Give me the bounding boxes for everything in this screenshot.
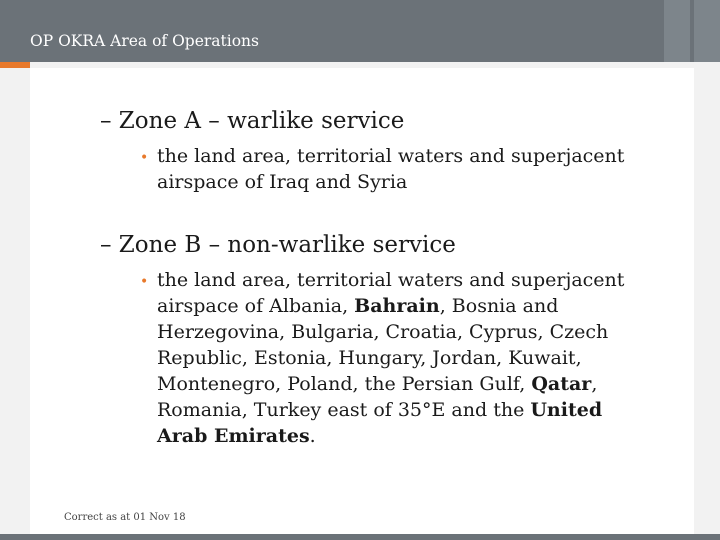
- header-bar: [0, 0, 720, 62]
- bold-text-segment: United Arab Emirates: [157, 399, 603, 447]
- zone-b-heading: – Zone B – non-warlike service: [100, 232, 456, 258]
- zone-b-description: [157, 267, 657, 449]
- slide-title: OP OKRA Area of Operations: [30, 32, 259, 50]
- header-tab-decoration: [694, 0, 720, 62]
- accent-bar: [0, 62, 30, 68]
- bullet-icon: •: [140, 150, 149, 166]
- text-segment: , Bosnia and Herzegovina, Bulgaria, Croatia, Cyprus, Czech Republic, Estonia, Hungary, Jordan, Kuwait, Montenegro, Poland, the Persian Gulf,: [157, 295, 609, 395]
- text-segment: .: [309, 425, 316, 447]
- footer-bar: [0, 534, 720, 540]
- text-segment: the land area, territorial waters and superjacent airspace of Iraq and Syria: [157, 145, 625, 193]
- zone-a-heading: – Zone A – warlike service: [100, 108, 405, 134]
- bold-text-segment: Qatar: [531, 373, 592, 395]
- footer-note: Correct as at 01 Nov 18: [64, 512, 186, 523]
- bold-text-segment: Bahrain: [354, 295, 440, 317]
- header-tab-decoration: [664, 0, 690, 62]
- zone-a-description: [157, 143, 657, 195]
- bullet-icon: •: [140, 274, 149, 290]
- text-segment: , Romania, Turkey east of 35°E and the: [157, 373, 598, 421]
- text-segment: the land area, territorial waters and superjacent airspace of Albania,: [157, 269, 625, 317]
